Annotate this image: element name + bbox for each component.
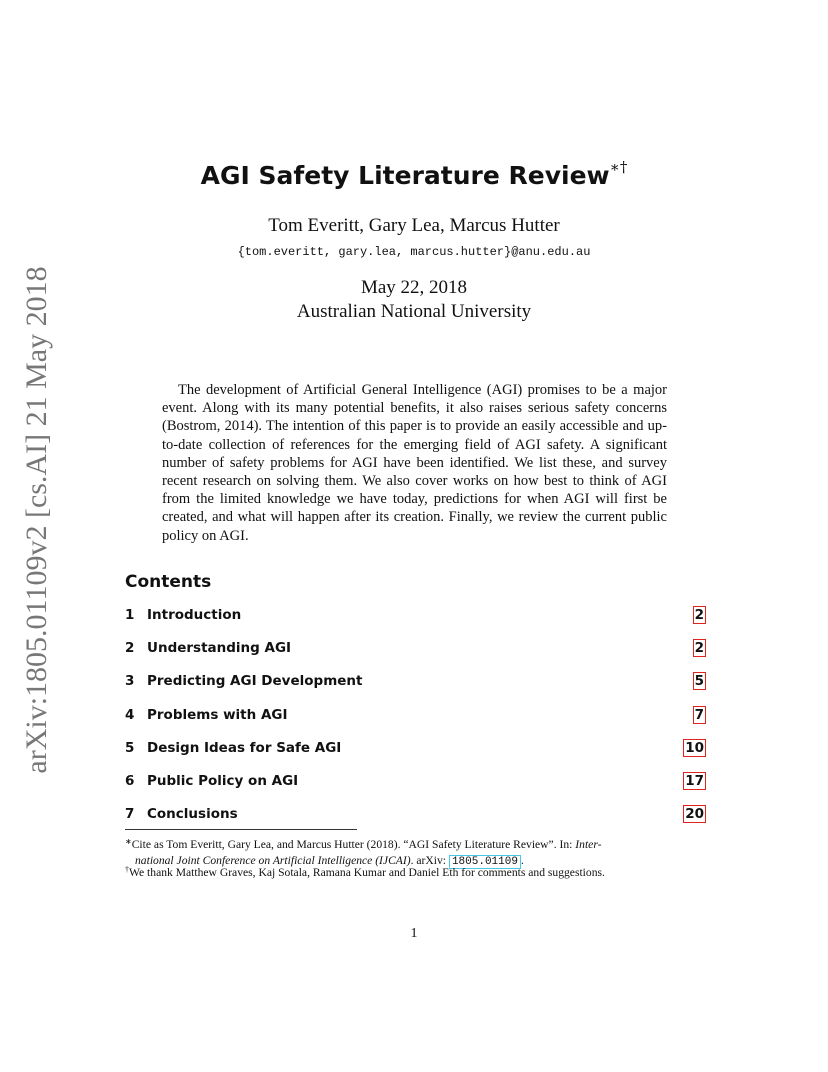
toc-number: 6 (125, 772, 135, 789)
toc-page-link[interactable]: 7 (694, 706, 704, 723)
toc-label[interactable]: Conclusions (147, 806, 238, 823)
toc-label[interactable]: Predicting AGI Development (147, 673, 363, 690)
affiliation: Australian National University (296, 301, 532, 322)
toc-page-link[interactable]: 20 (685, 806, 704, 823)
paper-date: May 22, 2018 (360, 277, 468, 298)
title-text: AGI Safety Literature Review (200, 161, 610, 190)
footnote-mark: ∗ (125, 837, 132, 846)
toc-entry-design-ideas[interactable] (125, 740, 706, 773)
toc-page-link[interactable]: 17 (685, 772, 704, 789)
toc-label[interactable]: Understanding AGI (147, 640, 292, 657)
title-footnote-marks[interactable]: ∗† (609, 158, 628, 176)
authors: Tom Everitt, Gary Lea, Marcus Hutter (268, 215, 560, 236)
toc-label[interactable]: Public Policy on AGI (147, 772, 299, 789)
author-emails: {tom.everitt, gary.lea, marcus.hutter}@anu.edu.au (237, 245, 591, 259)
toc-page-link[interactable]: 2 (694, 607, 704, 623)
toc-entry-public-policy[interactable] (125, 773, 706, 806)
toc-number: 5 (125, 739, 135, 756)
footnote-end: . (520, 853, 524, 867)
toc-number: 7 (125, 806, 135, 823)
table-of-contents (125, 607, 706, 839)
arxiv-link[interactable]: 1805.01109 (449, 855, 521, 869)
toc-number: 1 (125, 607, 135, 623)
footnote-venue: national Joint Conference on Artificial Intelligence (IJCAI) (135, 853, 411, 867)
footnote-arxiv-prefix: . arXiv: (410, 853, 447, 867)
toc-entry-understanding-agi[interactable] (125, 640, 706, 673)
toc-entry-problems-with-agi[interactable] (125, 707, 706, 740)
footnote-text: We thank Matthew Graves, Kaj Sotala, Ramana Kumar and Daniel Eth for comments and suggestions. (129, 866, 605, 879)
contents-heading: Contents (125, 572, 212, 592)
footnote-mark: † (125, 865, 129, 874)
footnote-venue-part: Inter- (575, 838, 602, 851)
toc-entry-predicting-agi[interactable] (125, 673, 706, 706)
toc-number: 2 (125, 640, 135, 657)
toc-label[interactable]: Design Ideas for Safe AGI (147, 739, 342, 756)
toc-number: 3 (125, 673, 135, 690)
arxiv-identifier: arXiv:1805.01109v2 [cs.AI] 21 May 2018 (20, 266, 53, 774)
toc-number: 4 (125, 706, 135, 723)
toc-label[interactable]: Problems with AGI (147, 706, 288, 723)
footnote-thanks (125, 862, 706, 881)
footnote-rule (125, 829, 357, 830)
toc-page-link[interactable]: 10 (685, 739, 704, 756)
abstract: The development of Artificial General Intelligence (AGI) promises to be a major event. Along with its many potential benefits, it also raises serious safety concerns (Bostrom, 2014). The intention of this paper is to provide an easily accessible and up-to-date collection of references for the emerging field of AGI safety. A significant number of safety problems for AGI have been identified. We list these, and survey recent research on solving them. We also cover works on how best to think of AGI from the limited knowledge we have today, predictions for when AGI will first be created, and what will happen after its creation. Finally, we review the current public policy on AGI. (162, 382, 667, 544)
page-number: 1 (410, 926, 418, 941)
paper-title (0, 158, 828, 190)
toc-entry-introduction[interactable] (125, 607, 706, 640)
footnote-text: Cite as Tom Everitt, Gary Lea, and Marcus Hutter (2018). “AGI Safety Literature Review”. In: (131, 838, 573, 851)
toc-label[interactable]: Introduction (147, 607, 242, 623)
toc-page-link[interactable]: 2 (694, 640, 704, 657)
toc-page-link[interactable]: 5 (694, 673, 704, 690)
